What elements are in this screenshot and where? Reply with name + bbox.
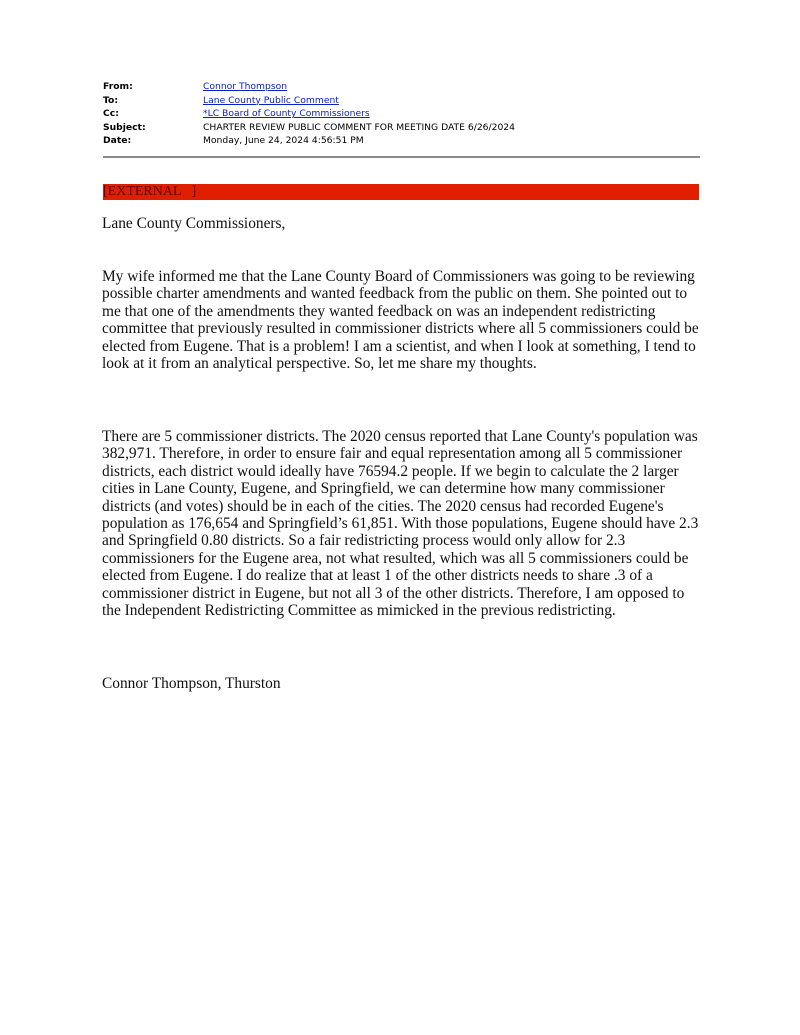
from-link[interactable]: Connor Thompson — [203, 81, 288, 92]
cc-label: Cc: — [103, 108, 119, 120]
subject-row — [103, 121, 700, 135]
header-divider — [103, 156, 700, 158]
body-paragraph-2: There are 5 commissioner districts. The 2020 census reported that Lane County's population was 382,971. Therefore, in order to ensure fair and equal representation among all 5 commissioner districts, each district would ideally have 76594.2 people. If we begin to calculate the 2 larger cities in Lane County, Eugene, and Springfield, we can determine how many commissioner districts (and votes) should be in each of the cities. The 2020 census had recorded Eugene's population as 176,654 and Springfield’s 61,851. With those populations, Eugene should have 2.3 and Springfield 0.80 districts. So a fair redistricting process would only allow for 2.3 commissioners for the Eugene area, not what resulted, which was all 5 commissioners could be elected from Eugene. I do realize that at least 1 of the other districts needs to share .3 of a commissioner district in Eugene, but not all 3 of the other districts. Therefore, I am opposed to the Independent Redistricting Committee as mimicked in the previous redistricting. — [102, 428, 699, 620]
to-row — [103, 94, 700, 108]
cc-row — [103, 107, 700, 121]
date-row — [103, 134, 700, 148]
greeting: Lane County Commissioners, — [102, 215, 286, 232]
from-label: From: — [103, 81, 133, 92]
email-header — [103, 80, 700, 148]
subject-value: CHARTER REVIEW PUBLIC COMMENT FOR MEETING DATE 6/26/2024 — [203, 121, 516, 133]
to-label: To: — [103, 94, 119, 106]
signature: Connor Thompson, Thurston — [102, 675, 281, 692]
date-value: Monday, June 24, 2024 4:56:51 PM — [203, 135, 364, 147]
subject-label: Subject: — [103, 121, 146, 133]
date-label: Date: — [103, 135, 132, 147]
body-paragraph-1: My wife informed me that the Lane County Board of Commissioners was going to be reviewing possible charter amendments and wanted feedback from the public on them. She pointed out to me that one of the amendments they wanted feedback on was an independent redistricting committee that previously resulted in commissioner districts where all 5 commissioners could be elected from Eugene. That is a problem! I am a scientist, and when I look at something, I tend to look at it from an analytical perspective. So, let me share my thoughts. — [102, 268, 699, 373]
cc-link[interactable]: *LC Board of County Commissioners — [203, 108, 370, 120]
to-link[interactable]: Lane County Public Comment — [203, 94, 339, 106]
from-row — [103, 80, 700, 94]
external-warning-banner: [EXTERNAL ] — [103, 184, 699, 200]
